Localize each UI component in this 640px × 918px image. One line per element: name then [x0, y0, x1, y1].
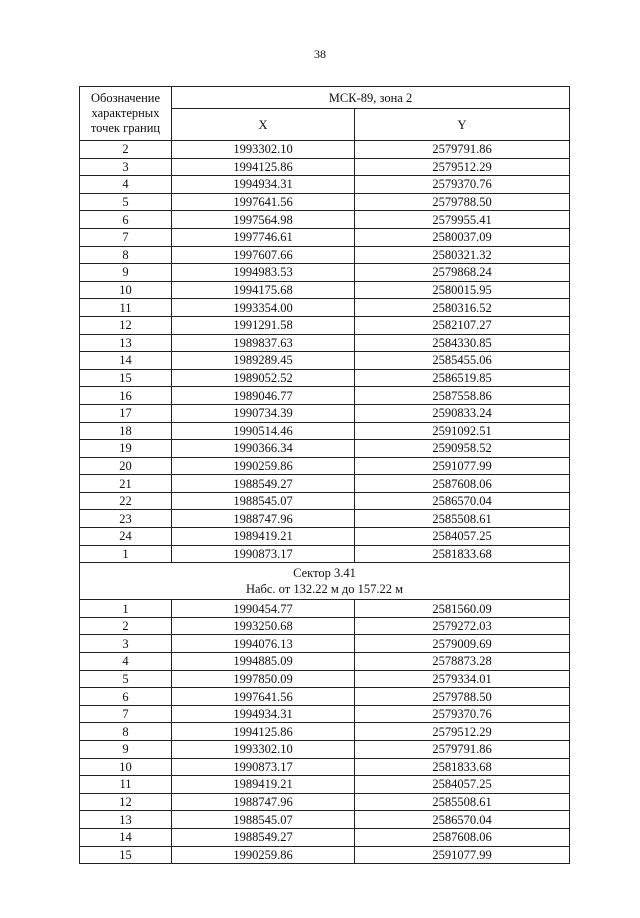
- y-cell: 2579788.50: [355, 688, 570, 706]
- header-coordinate-system: МСК-89, зона 2: [172, 87, 570, 109]
- point-id-cell: 15: [80, 846, 172, 864]
- header-x: X: [172, 109, 355, 141]
- x-cell: 1997850.09: [172, 670, 355, 688]
- point-id-cell: 23: [80, 510, 172, 528]
- point-id-cell: 14: [80, 828, 172, 846]
- point-id-cell: 21: [80, 475, 172, 493]
- y-cell: 2580321.32: [355, 246, 570, 264]
- point-id-cell: 5: [80, 193, 172, 211]
- y-cell: 2584057.25: [355, 776, 570, 794]
- table-row: [80, 617, 570, 635]
- x-cell: 1993302.10: [172, 141, 355, 159]
- table-row: [80, 369, 570, 387]
- x-cell: 1997746.61: [172, 228, 355, 246]
- y-cell: 2578873.28: [355, 653, 570, 671]
- point-id-cell: 15: [80, 369, 172, 387]
- y-cell: 2581560.09: [355, 600, 570, 618]
- x-cell: 1994885.09: [172, 653, 355, 671]
- table-row: [80, 176, 570, 194]
- x-cell: 1990734.39: [172, 404, 355, 422]
- y-cell: 2580316.52: [355, 299, 570, 317]
- point-id-cell: 13: [80, 811, 172, 829]
- x-cell: 1989419.21: [172, 776, 355, 794]
- table-row: [80, 141, 570, 159]
- y-cell: 2590833.24: [355, 404, 570, 422]
- table-row: [80, 228, 570, 246]
- sector-subtitle: Набс. от 132.22 м до 157.22 м: [245, 582, 404, 597]
- y-cell: 2584330.85: [355, 334, 570, 352]
- point-id-cell: 5: [80, 670, 172, 688]
- table-row: [80, 545, 570, 563]
- y-cell: 2580015.95: [355, 281, 570, 299]
- y-cell: 2587608.06: [355, 475, 570, 493]
- table-row: [80, 635, 570, 653]
- table-row: [80, 600, 570, 618]
- point-id-cell: 19: [80, 440, 172, 458]
- point-id-cell: 8: [80, 723, 172, 741]
- x-cell: 1990514.46: [172, 422, 355, 440]
- y-cell: 2579334.01: [355, 670, 570, 688]
- coordinates-table: [79, 86, 570, 864]
- x-cell: 1994934.31: [172, 705, 355, 723]
- x-cell: 1989289.45: [172, 352, 355, 370]
- x-cell: 1988747.96: [172, 510, 355, 528]
- point-id-cell: 12: [80, 793, 172, 811]
- table-row: [80, 846, 570, 864]
- y-cell: 2585508.61: [355, 793, 570, 811]
- point-id-cell: 13: [80, 334, 172, 352]
- x-cell: 1990259.86: [172, 846, 355, 864]
- x-cell: 1997641.56: [172, 688, 355, 706]
- y-cell: 2587608.06: [355, 828, 570, 846]
- y-cell: 2579272.03: [355, 617, 570, 635]
- table-row: [80, 387, 570, 405]
- sector-section: [80, 563, 570, 600]
- x-cell: 1997564.98: [172, 211, 355, 229]
- point-id-cell: 4: [80, 176, 172, 194]
- table-row: [80, 299, 570, 317]
- y-cell: 2579791.86: [355, 741, 570, 759]
- y-cell: 2579868.24: [355, 264, 570, 282]
- table-row: [80, 211, 570, 229]
- sector-cell: [80, 563, 570, 600]
- x-cell: 1994934.31: [172, 176, 355, 194]
- table-row: [80, 281, 570, 299]
- x-cell: 1993302.10: [172, 741, 355, 759]
- point-id-cell: 9: [80, 741, 172, 759]
- point-id-cell: 2: [80, 617, 172, 635]
- table-row: [80, 264, 570, 282]
- point-id-cell: 14: [80, 352, 172, 370]
- sector-title: Сектор 3.41: [293, 566, 356, 581]
- x-cell: 1988549.27: [172, 475, 355, 493]
- point-id-cell: 9: [80, 264, 172, 282]
- y-cell: 2587558.86: [355, 387, 570, 405]
- point-id-cell: 3: [80, 158, 172, 176]
- table-row: [80, 158, 570, 176]
- point-id-cell: 11: [80, 299, 172, 317]
- point-id-cell: 4: [80, 653, 172, 671]
- x-cell: 1993354.00: [172, 299, 355, 317]
- table-row: [80, 793, 570, 811]
- x-cell: 1993250.68: [172, 617, 355, 635]
- table-row: [80, 422, 570, 440]
- y-cell: 2591077.99: [355, 457, 570, 475]
- y-cell: 2579955.41: [355, 211, 570, 229]
- x-cell: 1990366.34: [172, 440, 355, 458]
- x-cell: 1997607.66: [172, 246, 355, 264]
- table-row: [80, 440, 570, 458]
- x-cell: 1991291.58: [172, 316, 355, 334]
- y-cell: 2579788.50: [355, 193, 570, 211]
- point-id-cell: 6: [80, 211, 172, 229]
- x-cell: 1990259.86: [172, 457, 355, 475]
- point-id-cell: 18: [80, 422, 172, 440]
- x-cell: 1988549.27: [172, 828, 355, 846]
- y-cell: 2579512.29: [355, 723, 570, 741]
- y-cell: 2579009.69: [355, 635, 570, 653]
- point-id-cell: 10: [80, 281, 172, 299]
- x-cell: 1989046.77: [172, 387, 355, 405]
- x-cell: 1994983.53: [172, 264, 355, 282]
- x-cell: 1989419.21: [172, 528, 355, 546]
- y-cell: 2584057.25: [355, 528, 570, 546]
- table-row: [80, 741, 570, 759]
- table-row: [80, 653, 570, 671]
- sector-row: [80, 563, 570, 600]
- table-row: [80, 705, 570, 723]
- header-point-label: Обозначение характерных точек границ: [80, 87, 172, 141]
- x-cell: 1989052.52: [172, 369, 355, 387]
- point-id-cell: 2: [80, 141, 172, 159]
- y-cell: 2581833.68: [355, 758, 570, 776]
- point-id-cell: 3: [80, 635, 172, 653]
- point-id-cell: 1: [80, 545, 172, 563]
- table-body-part1: [80, 141, 570, 563]
- point-id-cell: 7: [80, 228, 172, 246]
- point-id-cell: 11: [80, 776, 172, 794]
- point-id-cell: 10: [80, 758, 172, 776]
- x-cell: 1990873.17: [172, 545, 355, 563]
- point-id-cell: 22: [80, 492, 172, 510]
- table-row: [80, 246, 570, 264]
- y-cell: 2586570.04: [355, 492, 570, 510]
- x-cell: 1988545.07: [172, 492, 355, 510]
- y-cell: 2579791.86: [355, 141, 570, 159]
- point-id-cell: 24: [80, 528, 172, 546]
- point-id-cell: 6: [80, 688, 172, 706]
- y-cell: 2586519.85: [355, 369, 570, 387]
- y-cell: 2591077.99: [355, 846, 570, 864]
- x-cell: 1994125.86: [172, 723, 355, 741]
- table-row: [80, 758, 570, 776]
- x-cell: 1990454.77: [172, 600, 355, 618]
- point-id-cell: 20: [80, 457, 172, 475]
- point-id-cell: 7: [80, 705, 172, 723]
- table-row: [80, 528, 570, 546]
- table-row: [80, 688, 570, 706]
- y-cell: 2590958.52: [355, 440, 570, 458]
- table-row: [80, 457, 570, 475]
- table-row: [80, 776, 570, 794]
- table-row: [80, 193, 570, 211]
- table-row: [80, 811, 570, 829]
- x-cell: 1988545.07: [172, 811, 355, 829]
- page-number: 38: [314, 47, 326, 61]
- y-cell: 2581833.68: [355, 545, 570, 563]
- y-cell: 2579512.29: [355, 158, 570, 176]
- table-row: [80, 404, 570, 422]
- point-id-cell: 1: [80, 600, 172, 618]
- y-cell: 2591092.51: [355, 422, 570, 440]
- y-cell: 2586570.04: [355, 811, 570, 829]
- x-cell: 1989837.63: [172, 334, 355, 352]
- y-cell: 2585455.06: [355, 352, 570, 370]
- y-cell: 2579370.76: [355, 176, 570, 194]
- table-row: [80, 510, 570, 528]
- y-cell: 2580037.09: [355, 228, 570, 246]
- point-id-cell: 12: [80, 316, 172, 334]
- x-cell: 1994076.13: [172, 635, 355, 653]
- point-id-cell: 17: [80, 404, 172, 422]
- point-id-cell: 8: [80, 246, 172, 264]
- y-cell: 2585508.61: [355, 510, 570, 528]
- table-row: [80, 670, 570, 688]
- x-cell: 1997641.56: [172, 193, 355, 211]
- y-cell: 2579370.76: [355, 705, 570, 723]
- x-cell: 1994125.86: [172, 158, 355, 176]
- table-row: [80, 352, 570, 370]
- table-row: [80, 828, 570, 846]
- table-row: [80, 316, 570, 334]
- table-row: [80, 723, 570, 741]
- x-cell: 1990873.17: [172, 758, 355, 776]
- header-y: Y: [355, 109, 570, 141]
- x-cell: 1994175.68: [172, 281, 355, 299]
- table-body-part2: [80, 600, 570, 864]
- point-id-cell: 16: [80, 387, 172, 405]
- y-cell: 2582107.27: [355, 316, 570, 334]
- table-row: [80, 492, 570, 510]
- x-cell: 1988747.96: [172, 793, 355, 811]
- table-row: [80, 475, 570, 493]
- table-row: [80, 334, 570, 352]
